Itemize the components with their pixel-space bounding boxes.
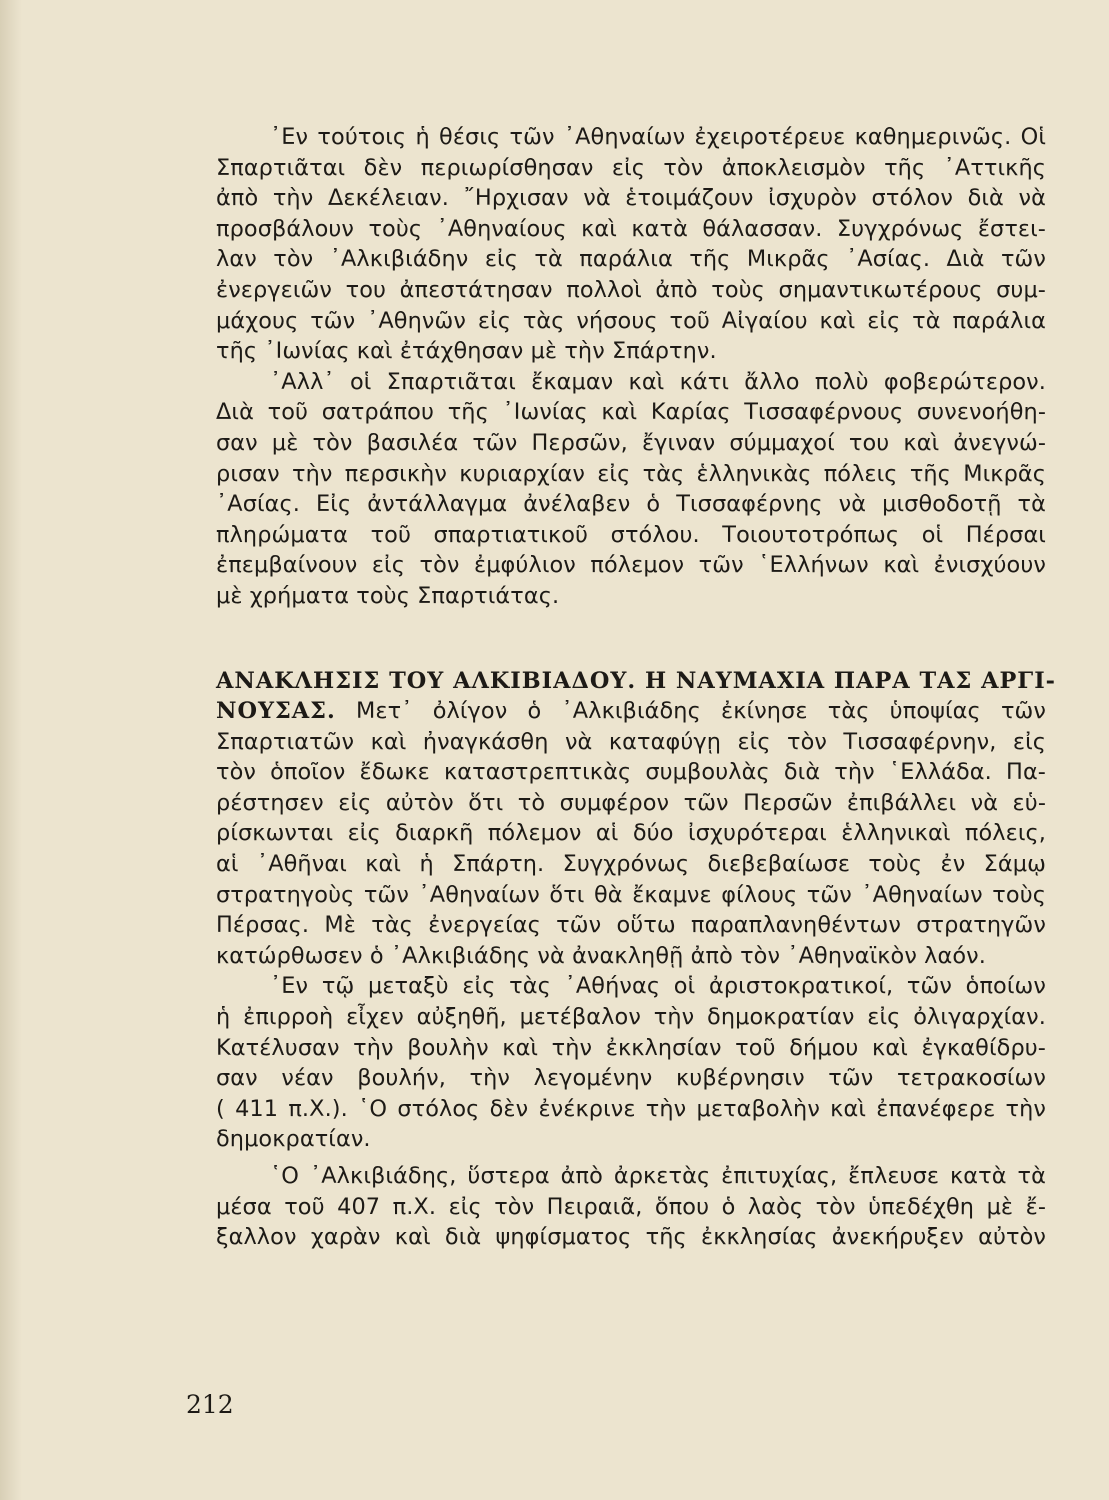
text-line: προσβάλουν τοὺς ᾿Αθηναίους καὶ κατὰ θάλασσαν. Συγχρόνως ἔστει- <box>216 215 1046 242</box>
text-line: μὲ χρήματα τοὺς Σπαρτιάτας. <box>216 582 560 609</box>
text-line: Πέρσας. Μὲ τὰς ἐνεργείας τῶν οὕτω παραπλανηθέντων στρατηγῶν <box>216 912 1046 939</box>
text-line: Σπαρτιατῶν καὶ ἠναγκάσθη νὰ καταφύγῃ εἰς τὸν Τισσαφέρνην, εἰς <box>216 728 1046 755</box>
text-line: ἡ ἐπιρροὴ εἶχεν αὐξηθῆ, μετέβαλον τὴν δημοκρατίαν εἰς ὀλιγαρχίαν. <box>216 1004 1046 1031</box>
section-heading-end: ΝΟΥΣΑΣ. <box>216 698 336 725</box>
page-number: 212 <box>186 1390 234 1419</box>
text-line: μάχους τῶν ᾿Αθηνῶν εἰς τὰς νήσους τοῦ Αἰγαίου καὶ εἰς τὰ παράλια <box>216 307 1046 334</box>
text-line: Διὰ τοῦ σατράπου τῆς ᾿Ιωνίας καὶ Καρίας Τισσαφέρνους συνενοήθη- <box>216 399 1046 426</box>
text-line: ἐπεμβαίνουν εἰς τὸν ἐμφύλιον πόλεμον τῶν ῾Ελλήνων καὶ ἐνισχύουν <box>216 552 1046 579</box>
text-line: ρισαν τὴν περσικὴν κυριαρχίαν εἰς τὰς ἑλληνικὰς πόλεις τῆς Μικρᾶς <box>216 460 1046 487</box>
paragraph-return-of-alcibiades <box>216 1161 1046 1253</box>
text-line: τῆς ᾿Ιωνίας καὶ ἐτάχθησαν μὲ τὴν Σπάρτην. <box>216 338 717 365</box>
section-heading: ΑΝΑΚΛΗΣΙΣ ΤΟΥ ΑΛΚΙΒΙΑΔΟΥ. Η ΝΑΥΜΑΧΙΑ ΠΑΡΑ ΤΑΣ ΑΡΓΙ- <box>216 667 1056 694</box>
text-line: δημοκρατίαν. <box>216 1126 371 1153</box>
text-line: αἱ ᾿Αθῆναι καὶ ἡ Σπάρτη. Συγχρόνως διεβεβαίωσε τοὺς ἐν Σάμῳ <box>216 851 1046 878</box>
text-line: Σπαρτιᾶται δὲν περιωρίσθησαν εἰς τὸν ἀποκλεισμὸν τῆς ᾿Αττικῆς <box>216 154 1046 181</box>
text-line: ἐνεργειῶν του ἀπεστάτησαν πολλοὶ ἀπὸ τοὺς σημαντικωτέρους συμ- <box>216 276 1046 303</box>
text-line: τὸν ὁποῖον ἔδωκε καταστρεπτικὰς συμβουλὰς διὰ τὴν ῾Ελλάδα. Πα- <box>216 759 1046 786</box>
text-line: ρίσκωνται εἰς διαρκῆ πόλεμον αἱ δύο ἰσχυρότεραι ἑλληνικαὶ πόλεις, <box>216 820 1046 847</box>
paragraph-1 <box>216 122 1046 367</box>
text-line: στρατηγοὺς τῶν ᾿Αθηναίων ὅτι θὰ ἔκαμνε φίλους τῶν ᾿Αθηναίων τοὺς <box>216 881 1046 908</box>
book-page-text <box>216 122 1056 1253</box>
text-line: ῾Ο ᾿Αλκιβιάδης, ὕστερα ἀπὸ ἀρκετὰς ἐπιτυχίας, ἔπλευσε κατὰ τὰ <box>270 1163 1046 1189</box>
section-spacer <box>216 612 1046 666</box>
text-line: ξαλλον χαρὰν καὶ διὰ ψηφίσματος τῆς ἐκκλησίας ἀνεκήρυξεν αὐτὸν <box>216 1224 1046 1251</box>
text-line: ᾿Αλλ᾿ οἱ Σπαρτιᾶται ἔκαμαν καὶ κάτι ἄλλο πολὺ φοβερώτερον. <box>270 368 1046 395</box>
text-line: ᾿Εν τῷ μεταξὺ εἰς τὰς ᾿Αθήνας οἱ ἀριστοκρατικοί, τῶν ὁποίων <box>270 973 1046 1000</box>
text-line: ᾿Εν τούτοις ἡ θέσις τῶν ᾿Αθηναίων ἐχειροτέρευε καθημερινῶς. Οἱ <box>270 124 1046 150</box>
text-line: κατώρθωσεν ὁ ᾿Αλκιβιάδης νὰ ἀνακληθῇ ἀπὸ τὸν ᾿Αθηναϊκὸν λαόν. <box>216 942 987 969</box>
text-line: ( 411 π.Χ.). ῾Ο στόλος δὲν ἐνέκρινε τὴν μεταβολὴν καὶ ἐπανέφερε τὴν <box>216 1095 1046 1122</box>
text-line: ρέστησεν εἰς αὐτὸν ὅτι τὸ συμφέρον τῶν Περσῶν ἐπιβάλλει νὰ εὑ- <box>216 789 1046 816</box>
text-line: πληρώματα τοῦ σπαρτιατικοῦ στόλου. Τοιουτοτρόπως οἱ Πέρσαι <box>216 521 1046 548</box>
text-line: ᾿Ασίας. Εἰς ἀντάλλαγμα ἀνέλαβεν ὁ Τισσαφέρνης νὰ μισθοδοτῇ τὰ <box>216 491 1046 518</box>
section-recall-of-alcibiades <box>216 666 1056 972</box>
text-line: ἀπὸ τὴν Δεκέλειαν. ῎Ηρχισαν νὰ ἑτοιμάζουν ἰσχυρὸν στόλον διὰ νὰ <box>216 185 1046 212</box>
page-binding-edge <box>0 0 22 1500</box>
text-span: Μετ᾿ ὀλίγον ὁ ᾿Αλκιβιάδης ἐκίνησε τὰς ὑποψίας τῶν <box>356 698 1047 725</box>
paragraph-2 <box>216 367 1046 612</box>
paragraph-oligarchy <box>216 971 1046 1155</box>
text-line: σαν νέαν βουλήν, τὴν λεγομένην κυβέρνησιν τῶν τετρακοσίων <box>216 1065 1046 1092</box>
text-line: Κατέλυσαν τὴν βουλὴν καὶ τὴν ἐκκλησίαν τοῦ δήμου καὶ ἐγκαθίδρυ- <box>216 1034 1046 1061</box>
text-line: σαν μὲ τὸν βασιλέα τῶν Περσῶν, ἔγιναν σύμμαχοί του καὶ ἀνεγνώ- <box>216 429 1046 456</box>
text-line: μέσα τοῦ 407 π.Χ. εἰς τὸν Πειραιᾶ, ὅπου ὁ λαὸς τὸν ὑπεδέχθη μὲ ἔ- <box>216 1193 1046 1220</box>
section-heading-continuation-line <box>216 696 1046 727</box>
text-line: λαν τὸν ᾿Αλκιβιάδην εἰς τὰ παράλια τῆς Μικρᾶς ᾿Ασίας. Διὰ τῶν <box>216 246 1046 273</box>
